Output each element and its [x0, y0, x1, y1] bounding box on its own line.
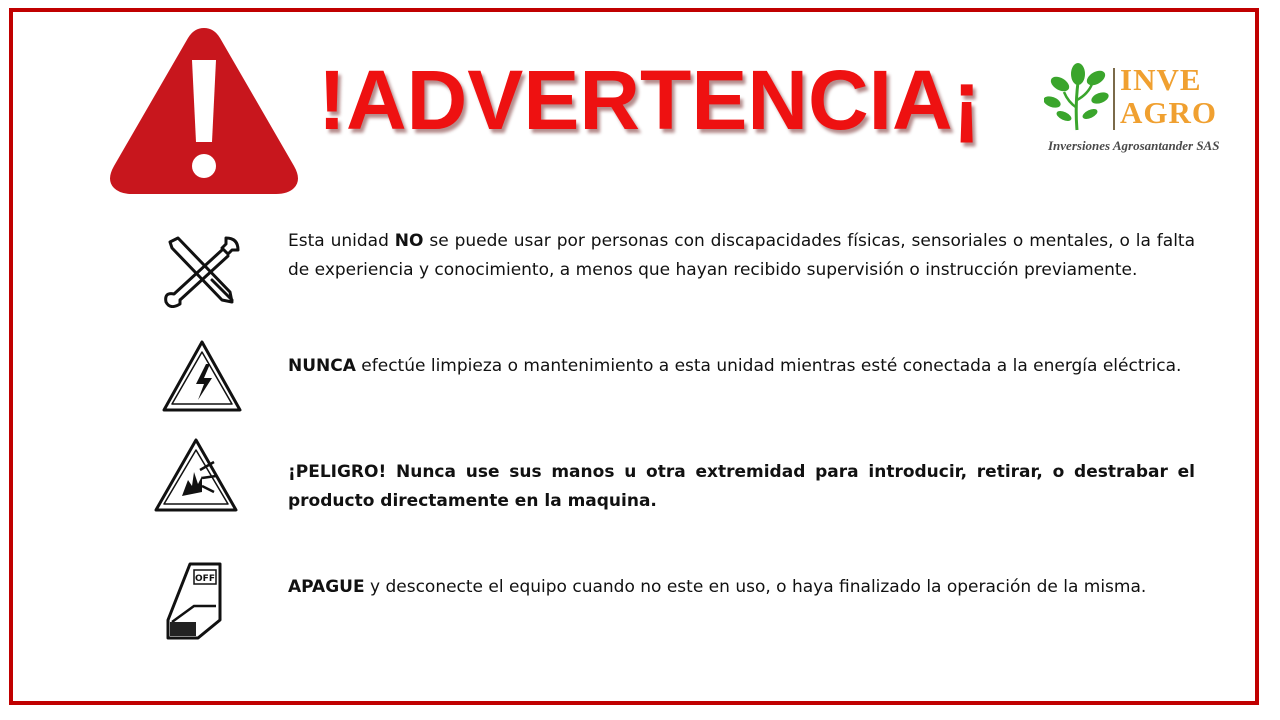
warning-text-4: APAGUE y desconecte el equipo cuando no este en uso, o haya finalizado la operación de la misma. [288, 577, 1147, 597]
warning-text-1: Esta unidad NO se puede usar por personas con discapacidades físicas, sensoriales o mentales, o la falta de experiencia y conocimiento, a menos que hayan recibido supervisión o instrucción previamente. [288, 231, 1195, 280]
page-title: !ADVERTENCIA¡ [318, 53, 981, 147]
company-logo [1044, 62, 1244, 162]
logo-subtitle: Inversiones Agrosantander SAS [1048, 138, 1220, 153]
logo-divider [1113, 68, 1115, 130]
hand-crush-hazard-icon [152, 436, 240, 516]
warning-triangle-icon [106, 20, 302, 195]
plant-icon [1044, 62, 1110, 132]
off-switch-icon [164, 560, 224, 642]
warning-text-2: NUNCA efectúe limpieza o mantenimiento a esta unidad mientras esté conectada a la energía eléctrica. [288, 356, 1182, 376]
wrench-screwdriver-icon [160, 232, 242, 308]
off-switch-label: OFF [195, 574, 215, 584]
warning-text-3: ¡PELIGRO! Nunca use sus manos u otra extremidad para introducir, retirar, o destrabar el producto directamente en la maquina. [288, 462, 1195, 511]
electric-hazard-icon [160, 338, 244, 414]
logo-word-1: INVE [1120, 62, 1202, 97]
logo-word-2: AGRO [1120, 95, 1217, 130]
